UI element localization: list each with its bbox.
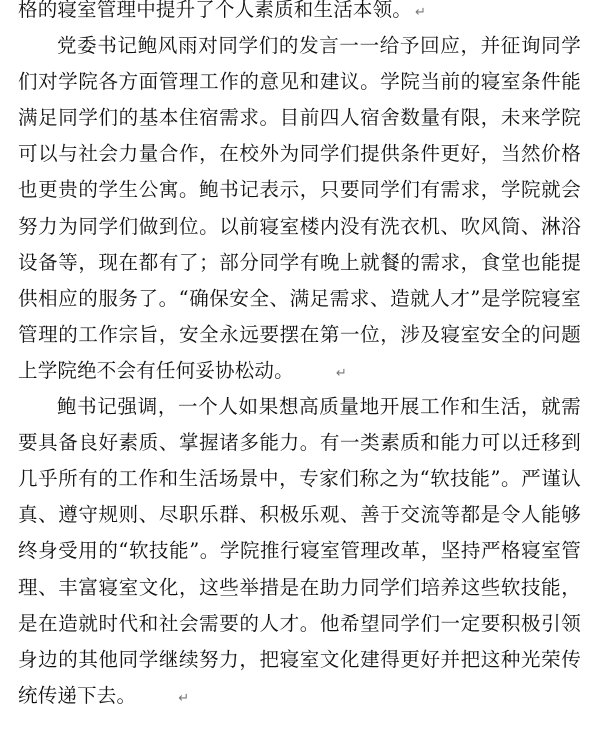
paragraph-continued [18,0,581,28]
paragraph-party-secretary-response [18,28,581,389]
paragraph-text: 格的寝室管理中提升了个人素质和生活本领。 [18,0,413,21]
paragraph-text: 党委书记鲍风雨对同学们的发言一一给予回应，并征询同学们对学院各方面管理工作的意见和建议。学院当前的寝室条件能满足同学们的基本住宿需求。目前四人宿舍数量有限，未来学院可以与社会力量合作，在校外为同学们提供条件更好，当然价格也更贵的学生公寓。鲍书记表示，只要同学们有需求，学院就会努力为同学们做到位。以前寝室楼内没有洗衣机、吹风筒、淋浴设备等，现在都有了；部分同学有晚上就餐的需求，食堂也能提供相应的服务了。“确保安全、满足需求、造就人才”是学院寝室管理的工作宗旨，安全永远要摆在第一位，涉及寝室安全的问题上学院绝不会有任何妥协松动。 [18,34,581,382]
paragraph-mark-icon: ↵ [178,690,190,706]
paragraph-mark-icon: ↵ [415,5,427,20]
paragraph-mark-icon: ↵ [335,365,347,381]
paragraph-soft-skills [18,389,581,714]
paragraph-text: 鲍书记强调，一个人如果想高质量地开展工作和生活，就需要具备良好素质、掌握诸多能力。有一类素质和能力可以迁移到几乎所有的工作和生活场景中，专家们称之为“软技能”。严谨认真、遵守规则、尽职乐群、积极乐观、善于交流等都是令人能够终身受用的“软技能”。学院推行寝室管理改革，坚持严格寝室管理、丰富寝室文化，这些举措是在助力同学们培养这些软技能，是在造就时代和社会需要的人才。他希望同学们一定要积极引领身边的其他同学继续努力，把寝室文化建得更好并把这种光荣传统传递下去。 [18,395,581,707]
